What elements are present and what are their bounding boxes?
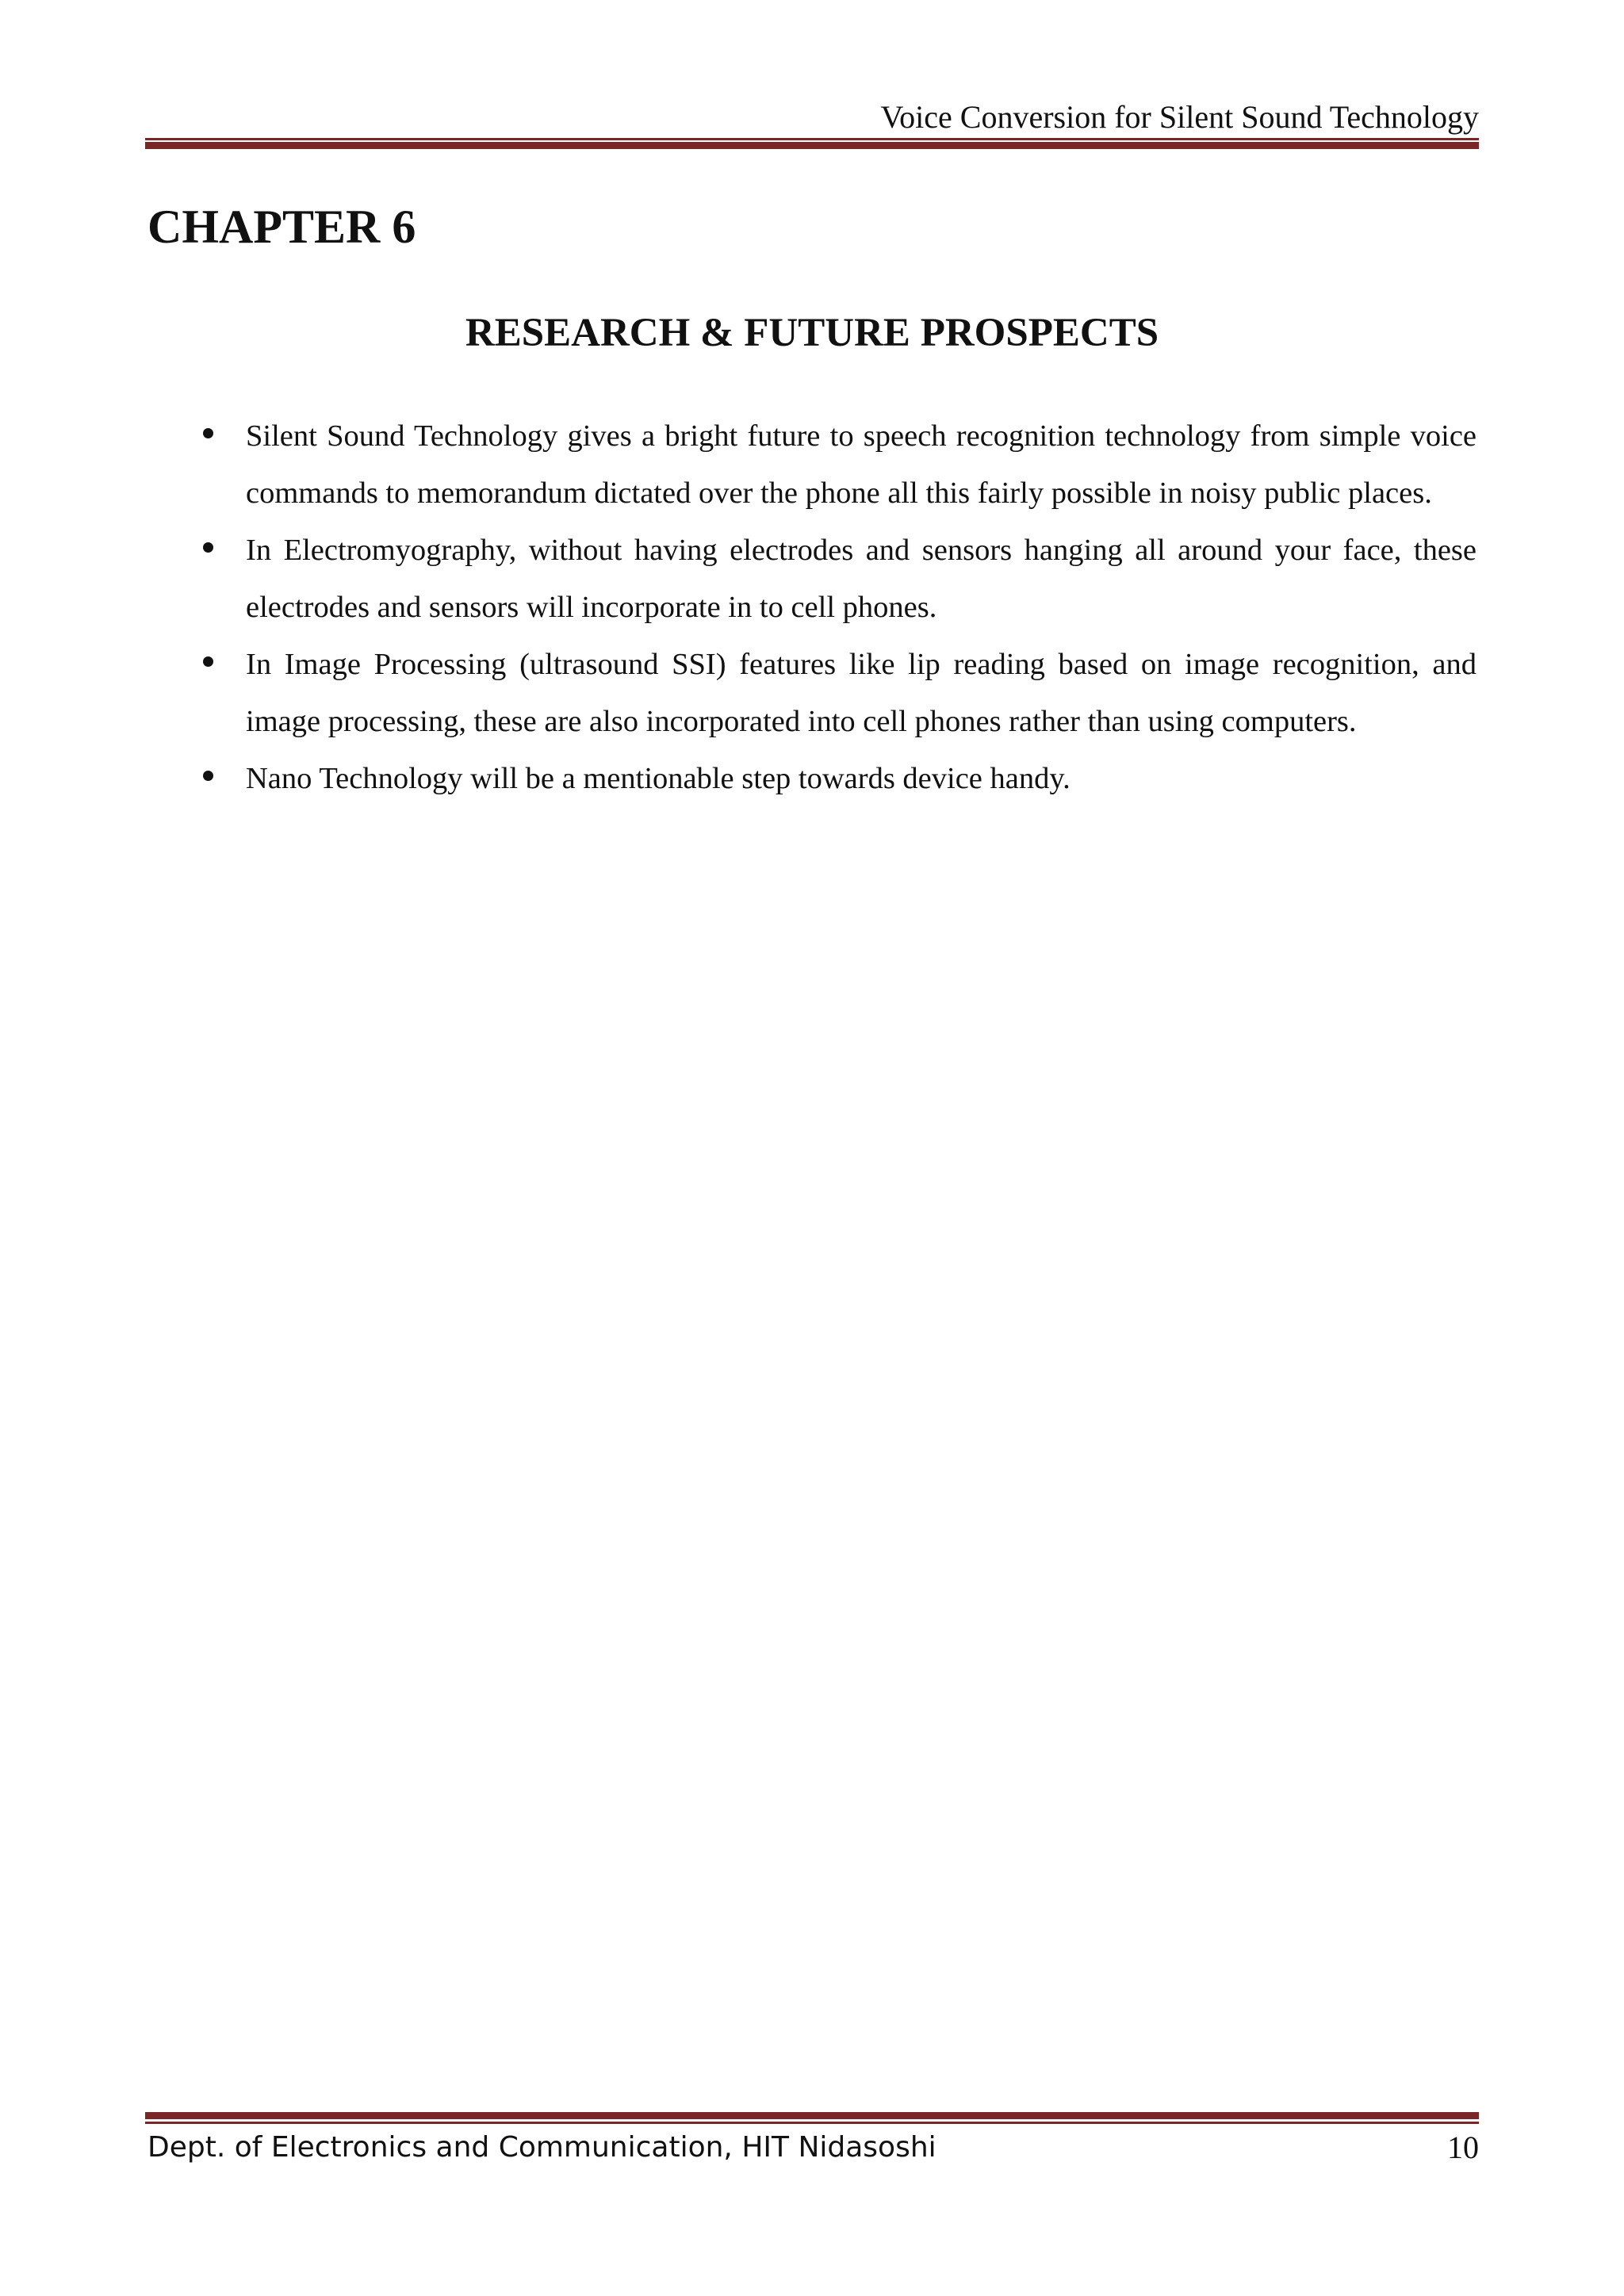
running-header-title: Voice Conversion for Silent Sound Technology [880,99,1479,135]
chapter-title: RESEARCH & FUTURE PROSPECTS [465,311,1159,355]
list-item [0,636,1624,750]
list-item-text: In Electromyography, without having electrodes and sensors hanging all around your face, these electrodes and sensors will incorporate in to cell phones. [246,534,1477,624]
footer-rule-thick [145,2112,1479,2119]
header-rule-thick [145,142,1479,149]
bullet-icon [203,428,213,438]
footer-department: Dept. of Electronics and Communication, HIT Nidasoshi [147,2131,936,2164]
bullet-icon [203,656,213,667]
chapter-label: CHAPTER 6 [147,201,416,253]
list-item [0,522,1624,636]
list-item [0,408,1624,522]
header-rule-thin [145,138,1479,140]
list-item-text: Silent Sound Technology gives a bright future to speech recognition technology from simple voice commands to memorandum dictated over the phone all this fairly possible in noisy public places. [246,419,1477,510]
list-item-text: In Image Processing (ultrasound SSI) features like lip reading based on image recognition, and image processing, these are also incorporated into cell phones rather than using computers. [246,648,1477,738]
list-item [0,750,1624,807]
footer-rule-thin [145,2122,1479,2124]
list-item-text: Nano Technology will be a mentionable step towards device handy. [246,762,1071,795]
page-number: 10 [1447,2130,1479,2165]
bullet-icon [203,771,213,781]
bullet-icon [203,542,213,553]
bullet-list [0,408,1624,807]
